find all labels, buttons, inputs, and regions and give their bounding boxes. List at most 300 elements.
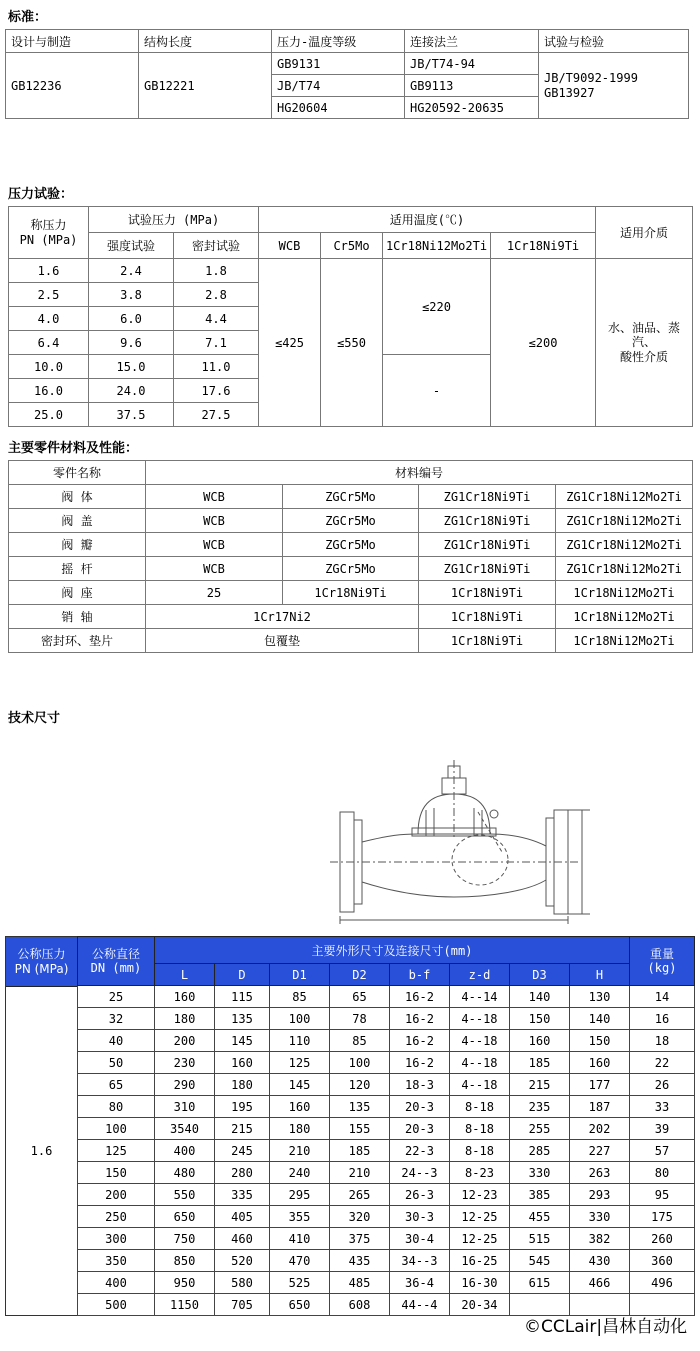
table-cell: 290 <box>154 1074 214 1096</box>
table-cell: 39 <box>630 1118 695 1140</box>
table-cell: 100 <box>77 1118 154 1140</box>
table-cell-line: 水、油品、蒸汽、 <box>608 320 681 350</box>
table-cell: 4.4 <box>174 307 259 331</box>
table-cell: 320 <box>329 1206 389 1228</box>
table-cell: JB/T74 <box>272 75 405 97</box>
table-cell: 210 <box>329 1162 389 1184</box>
header-cell: 试验与检验 <box>539 30 689 53</box>
table-cell: 9.6 <box>89 331 174 355</box>
table-cell: 4--18 <box>449 1030 509 1052</box>
table-cell: 6.0 <box>89 307 174 331</box>
watermark: ©CCLair|昌林自动化 <box>524 1317 688 1337</box>
table-cell: 3540 <box>154 1118 214 1140</box>
header-cell: 零件名称 <box>9 461 146 485</box>
table-cell: 230 <box>154 1052 214 1074</box>
table-cell: 33 <box>630 1096 695 1118</box>
table-cell: 7.1 <box>174 331 259 355</box>
header-cell-line: DN (mm) <box>90 961 142 975</box>
header-cell: H <box>569 964 629 986</box>
header-cell: 压力-温度等级 <box>272 30 405 53</box>
table-cell: 1.8 <box>174 259 259 283</box>
part-name-cell: 销 轴 <box>9 605 146 629</box>
table-cell: WCB <box>146 485 283 509</box>
table-cell: 34--3 <box>389 1250 449 1272</box>
table-row <box>9 259 693 283</box>
table-cell: 260 <box>630 1228 695 1250</box>
header-cell: 结构长度 <box>139 30 272 53</box>
table-cell: 227 <box>569 1140 629 1162</box>
table-cell: 180 <box>214 1074 269 1096</box>
table-cell: 293 <box>569 1184 629 1206</box>
table-cell: 200 <box>154 1030 214 1052</box>
table-cell: 22 <box>630 1052 695 1074</box>
table-cell: ZG1Cr18Ni9Ti <box>419 509 556 533</box>
table-cell: 1Cr18Ni9Ti <box>419 629 556 653</box>
table-cell: 20-34 <box>449 1294 509 1316</box>
table-cell: 650 <box>154 1206 214 1228</box>
table-row <box>9 629 693 653</box>
part-name-cell: 阀 座 <box>9 581 146 605</box>
table-cell: 215 <box>509 1074 569 1096</box>
table-cell: 382 <box>569 1228 629 1250</box>
table-cell: 130 <box>569 986 629 1008</box>
table-cell: 150 <box>569 1030 629 1052</box>
table-cell: JB/T74-94 <box>405 53 539 75</box>
table-cell: 100 <box>329 1052 389 1074</box>
table-cell: 30-3 <box>389 1206 449 1228</box>
table-cell: 1Cr18Ni9Ti <box>419 605 556 629</box>
table-cell: 608 <box>329 1294 389 1316</box>
table-cell: 37.5 <box>89 403 174 427</box>
table-row <box>9 509 693 533</box>
header-cell: 密封试验 <box>174 233 259 259</box>
header-cell-line: 重量 <box>649 946 674 961</box>
table-cell: 18 <box>630 1030 695 1052</box>
table-cell: 16-25 <box>449 1250 509 1272</box>
header-cell: WCB <box>259 233 321 259</box>
header-cell: L <box>154 964 214 986</box>
table-cell: 57 <box>630 1140 695 1162</box>
table-cell: ZG1Cr18Ni12Mo2Ti <box>556 509 693 533</box>
table-cell: 355 <box>269 1206 329 1228</box>
table-cell: 250 <box>77 1206 154 1228</box>
table-row <box>9 533 693 557</box>
header-cell <box>9 207 89 259</box>
table-row <box>77 1184 694 1206</box>
part-name-cell: 阀 瓣 <box>9 533 146 557</box>
header-cell: 适用温度(℃) <box>259 207 596 233</box>
table-cell: 36-4 <box>389 1272 449 1294</box>
table-cell: 245 <box>214 1140 269 1162</box>
table-row <box>9 207 693 233</box>
table-cell: 750 <box>154 1228 214 1250</box>
header-cell: 1Cr18Ni12Mo2Ti <box>383 233 491 259</box>
table-cell: 8-23 <box>449 1162 509 1184</box>
header-cell: z-d <box>449 964 509 986</box>
table-cell: 180 <box>269 1118 329 1140</box>
table-cell: 10.0 <box>9 355 89 379</box>
table-cell: 466 <box>569 1272 629 1294</box>
table-cell: ZG1Cr18Ni9Ti <box>419 533 556 557</box>
table-cell: 44--4 <box>389 1294 449 1316</box>
table-cell: 26-3 <box>389 1184 449 1206</box>
table-cell: GB12236 <box>6 53 139 119</box>
table-row <box>77 1228 694 1250</box>
table-cell: 17.6 <box>174 379 259 403</box>
table-cell: 265 <box>329 1184 389 1206</box>
table-cell: 30-4 <box>389 1228 449 1250</box>
part-name-cell: 摇 杆 <box>9 557 146 581</box>
table-row <box>77 1162 694 1184</box>
table-cell: 285 <box>509 1140 569 1162</box>
table-cell: 430 <box>569 1250 629 1272</box>
table-cell: 400 <box>77 1272 154 1294</box>
table-cell: 300 <box>77 1228 154 1250</box>
table-cell: 16-30 <box>449 1272 509 1294</box>
table-cell: 410 <box>269 1228 329 1250</box>
table-row <box>77 1096 694 1118</box>
table-cell: - <box>383 355 491 427</box>
table-cell: 140 <box>509 986 569 1008</box>
table-row <box>77 1074 694 1096</box>
table-row <box>77 1008 694 1030</box>
table-cell: 125 <box>77 1140 154 1162</box>
table-cell: 515 <box>509 1228 569 1250</box>
standards-label: 标准： <box>8 10 48 25</box>
table-cell: 18-3 <box>389 1074 449 1096</box>
table-cell: 435 <box>329 1250 389 1272</box>
table-cell: ZGCr5Mo <box>283 533 419 557</box>
table-row <box>77 1206 694 1228</box>
table-cell: 330 <box>509 1162 569 1184</box>
table-cell: 650 <box>269 1294 329 1316</box>
table-cell: 175 <box>630 1206 695 1228</box>
header-cell: 强度试验 <box>89 233 174 259</box>
table-cell: 1.6 <box>9 259 89 283</box>
table-cell: 16.0 <box>9 379 89 403</box>
table-row <box>9 581 693 605</box>
table-cell: HG20604 <box>272 97 405 119</box>
table-cell: 4--18 <box>449 1052 509 1074</box>
header-cell: D <box>214 964 269 986</box>
table-cell: 240 <box>269 1162 329 1184</box>
table-cell: 200 <box>77 1184 154 1206</box>
table-cell: 80 <box>77 1096 154 1118</box>
table-cell: WCB <box>146 533 283 557</box>
table-cell: 525 <box>269 1272 329 1294</box>
table-cell: ZG1Cr18Ni9Ti <box>419 557 556 581</box>
table-cell: 350 <box>77 1250 154 1272</box>
table-cell: 1Cr17Ni2 <box>146 605 419 629</box>
table-cell: ZGCr5Mo <box>283 509 419 533</box>
table-cell: 160 <box>154 986 214 1008</box>
table-row <box>77 1052 694 1074</box>
table-cell: GB9131 <box>272 53 405 75</box>
table-cell: 385 <box>509 1184 569 1206</box>
table-row <box>6 53 689 75</box>
table-cell: ≤200 <box>491 259 596 427</box>
table-cell: 950 <box>154 1272 214 1294</box>
table-cell: 202 <box>569 1118 629 1140</box>
table-cell-line: JB/T9092-1999 <box>544 71 638 86</box>
table-cell: 6.4 <box>9 331 89 355</box>
table-cell: 150 <box>77 1162 154 1184</box>
table-cell: 2.8 <box>174 283 259 307</box>
table-cell: 包覆垫 <box>146 629 419 653</box>
table-cell: 1Cr18Ni9Ti <box>419 581 556 605</box>
table-cell-line: 酸性介质 <box>620 349 669 364</box>
table-cell: 580 <box>214 1272 269 1294</box>
table-row <box>77 937 694 964</box>
table-cell: 195 <box>214 1096 269 1118</box>
table-cell: GB12221 <box>139 53 272 119</box>
table-cell: 100 <box>269 1008 329 1030</box>
table-cell: 160 <box>269 1096 329 1118</box>
table-row <box>77 1140 694 1162</box>
table-cell: 12-23 <box>449 1184 509 1206</box>
table-cell: 80 <box>630 1162 695 1184</box>
table-cell: ≤220 <box>383 259 491 355</box>
table-cell: 24--3 <box>389 1162 449 1184</box>
table-cell: WCB <box>146 557 283 581</box>
table-cell: 8-18 <box>449 1096 509 1118</box>
table-cell: 145 <box>214 1030 269 1052</box>
table-cell <box>596 259 693 427</box>
table-cell: 95 <box>630 1184 695 1206</box>
table-cell: 2.5 <box>9 283 89 307</box>
header-cell: 连接法兰 <box>405 30 539 53</box>
table-row <box>9 557 693 581</box>
table-cell: 1Cr18Ni12Mo2Ti <box>556 605 693 629</box>
header-cell: 适用介质 <box>596 207 693 259</box>
table-cell: 160 <box>509 1030 569 1052</box>
table-cell: 145 <box>269 1074 329 1096</box>
header-cell: D1 <box>269 964 329 986</box>
drawing-area <box>330 750 700 928</box>
header-cell: 1Cr18Ni9Ti <box>491 233 596 259</box>
table-cell: 85 <box>269 986 329 1008</box>
table-cell: 335 <box>214 1184 269 1206</box>
table-cell: 1Cr18Ni12Mo2Ti <box>556 629 693 653</box>
table-cell: ZGCr5Mo <box>283 557 419 581</box>
table-cell: 500 <box>77 1294 154 1316</box>
header-cell: D3 <box>509 964 569 986</box>
table-cell: 185 <box>509 1052 569 1074</box>
table-cell: 78 <box>329 1008 389 1030</box>
table-cell: 485 <box>329 1272 389 1294</box>
table-cell: 4.0 <box>9 307 89 331</box>
table-cell: 20-3 <box>389 1118 449 1140</box>
table-cell: 115 <box>214 986 269 1008</box>
dimensions-data-table <box>77 936 695 1316</box>
header-cell: b-f <box>389 964 449 986</box>
table-cell: 16 <box>630 1008 695 1030</box>
materials-table <box>8 460 693 653</box>
table-cell <box>539 53 689 119</box>
table-cell: 550 <box>154 1184 214 1206</box>
table-cell: 16-2 <box>389 1008 449 1030</box>
part-name-cell: 阀 体 <box>9 485 146 509</box>
table-row <box>9 461 693 485</box>
header-cell: 材料编号 <box>146 461 693 485</box>
table-cell: 120 <box>329 1074 389 1096</box>
table-cell: 310 <box>154 1096 214 1118</box>
pn-value-cell: 1.6 <box>30 1144 53 1158</box>
table-cell: 110 <box>269 1030 329 1052</box>
table-cell: 8-18 <box>449 1140 509 1162</box>
table-cell: 187 <box>569 1096 629 1118</box>
table-cell: 25 <box>146 581 283 605</box>
table-cell: 65 <box>329 986 389 1008</box>
header-cell-line: PN (MPa) <box>19 232 78 247</box>
table-row <box>9 485 693 509</box>
header-cell: Cr5Mo <box>321 233 383 259</box>
table-cell: 705 <box>214 1294 269 1316</box>
table-cell: 22-3 <box>389 1140 449 1162</box>
table-cell: 520 <box>214 1250 269 1272</box>
table-cell: 400 <box>154 1140 214 1162</box>
table-cell: 140 <box>569 1008 629 1030</box>
table-cell: 32 <box>77 1008 154 1030</box>
header-cell <box>77 937 154 986</box>
header-cell-line: 公称直径 <box>91 946 140 961</box>
table-cell: 150 <box>509 1008 569 1030</box>
table-cell: 2.4 <box>89 259 174 283</box>
table-row <box>77 1030 694 1052</box>
table-cell-line: GB13927 <box>544 85 595 100</box>
table-cell: 50 <box>77 1052 154 1074</box>
table-cell: 496 <box>630 1272 695 1294</box>
table-cell: 4--18 <box>449 1074 509 1096</box>
table-row <box>6 30 689 53</box>
header-cell: D2 <box>329 964 389 986</box>
header-cell <box>630 937 695 986</box>
table-cell: 14 <box>630 986 695 1008</box>
table-cell: 16-2 <box>389 1030 449 1052</box>
table-cell: ZG1Cr18Ni9Ti <box>419 485 556 509</box>
table-row <box>77 1118 694 1140</box>
dimensions-label: 技术尺寸 <box>8 711 61 726</box>
pressure-test-label: 压力试验： <box>8 187 74 202</box>
table-row <box>9 605 693 629</box>
table-cell: 155 <box>329 1118 389 1140</box>
table-cell: ≤425 <box>259 259 321 427</box>
table-cell: 263 <box>569 1162 629 1184</box>
table-cell: 160 <box>214 1052 269 1074</box>
standards-table <box>5 29 689 119</box>
table-cell: 15.0 <box>89 355 174 379</box>
pressure-test-table <box>8 206 693 427</box>
valve-technical-drawing <box>330 750 600 925</box>
table-cell: ZGCr5Mo <box>283 485 419 509</box>
table-cell: ZG1Cr18Ni12Mo2Ti <box>556 533 693 557</box>
table-cell: 1Cr18Ni9Ti <box>283 581 419 605</box>
table-cell: GB9113 <box>405 75 539 97</box>
header-cell-line: 称压力 <box>30 218 67 233</box>
table-cell: 330 <box>569 1206 629 1228</box>
part-name-cell: 阀 盖 <box>9 509 146 533</box>
dimensions-table-body <box>77 986 694 1316</box>
table-cell: 215 <box>214 1118 269 1140</box>
table-cell: 235 <box>509 1096 569 1118</box>
header-cell: 设计与制造 <box>6 30 139 53</box>
header-cell-line: PN (MPa) <box>14 961 69 976</box>
part-name-cell: 密封环、垫片 <box>9 629 146 653</box>
table-cell: 280 <box>214 1162 269 1184</box>
table-cell: 455 <box>509 1206 569 1228</box>
table-cell: HG20592-20635 <box>405 97 539 119</box>
table-cell: 40 <box>77 1030 154 1052</box>
table-cell: 125 <box>269 1052 329 1074</box>
table-cell: 615 <box>509 1272 569 1294</box>
table-row <box>77 964 694 986</box>
table-row <box>9 233 693 259</box>
table-cell: 295 <box>269 1184 329 1206</box>
table-cell: 27.5 <box>174 403 259 427</box>
pn-header <box>6 937 77 987</box>
table-cell: 375 <box>329 1228 389 1250</box>
table-cell: ≤550 <box>321 259 383 427</box>
table-cell: ZG1Cr18Ni12Mo2Ti <box>556 557 693 581</box>
table-cell: 12-25 <box>449 1206 509 1228</box>
table-cell: 26 <box>630 1074 695 1096</box>
table-cell: 470 <box>269 1250 329 1272</box>
dimensions-table <box>5 936 695 1316</box>
header-cell-line: (kg) <box>647 961 677 975</box>
table-cell: 255 <box>509 1118 569 1140</box>
table-cell: 405 <box>214 1206 269 1228</box>
pn-column <box>5 936 78 1316</box>
table-cell: 850 <box>154 1250 214 1272</box>
table-cell: 480 <box>154 1162 214 1184</box>
table-cell: 545 <box>509 1250 569 1272</box>
table-cell: 4--14 <box>449 986 509 1008</box>
table-cell: 65 <box>77 1074 154 1096</box>
materials-label: 主要零件材料及性能： <box>8 441 139 456</box>
table-cell: 160 <box>569 1052 629 1074</box>
table-cell: 11.0 <box>174 355 259 379</box>
table-cell: 16-2 <box>389 986 449 1008</box>
table-cell: 8-18 <box>449 1118 509 1140</box>
table-cell: 135 <box>214 1008 269 1030</box>
table-row <box>77 1272 694 1294</box>
table-cell: 135 <box>329 1096 389 1118</box>
table-cell: WCB <box>146 509 283 533</box>
table-cell: ZG1Cr18Ni12Mo2Ti <box>556 485 693 509</box>
table-cell: 85 <box>329 1030 389 1052</box>
table-cell: 20-3 <box>389 1096 449 1118</box>
header-cell-line: 公称压力 <box>17 946 66 961</box>
table-row <box>77 1250 694 1272</box>
table-cell: 25 <box>77 986 154 1008</box>
header-cell: 试验压力 (MPa) <box>89 207 259 233</box>
table-cell: 12-25 <box>449 1228 509 1250</box>
table-cell: 177 <box>569 1074 629 1096</box>
table-cell: 180 <box>154 1008 214 1030</box>
table-cell: 25.0 <box>9 403 89 427</box>
table-cell: 185 <box>329 1140 389 1162</box>
table-row <box>77 986 694 1008</box>
table-cell: 3.8 <box>89 283 174 307</box>
table-cell: 1150 <box>154 1294 214 1316</box>
table-cell: 16-2 <box>389 1052 449 1074</box>
table-cell: 24.0 <box>89 379 174 403</box>
table-cell: 1Cr18Ni12Mo2Ti <box>556 581 693 605</box>
table-cell: 210 <box>269 1140 329 1162</box>
header-cell: 主要外形尺寸及连接尺寸(mm) <box>154 937 629 964</box>
table-cell: 360 <box>630 1250 695 1272</box>
table-cell: 460 <box>214 1228 269 1250</box>
